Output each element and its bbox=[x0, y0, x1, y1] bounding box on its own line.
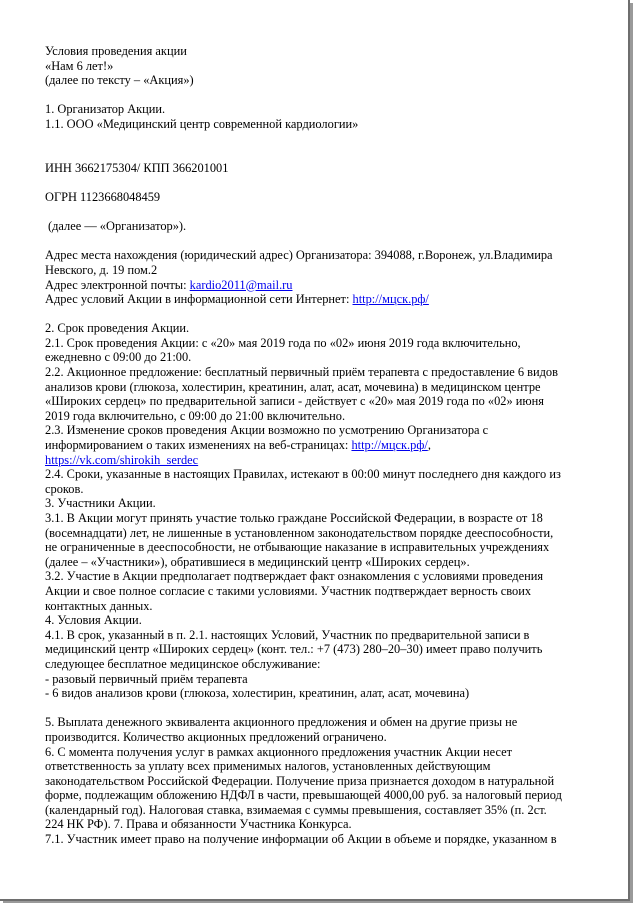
section3-p32c: контактных данных. bbox=[45, 598, 153, 613]
comma: , bbox=[427, 438, 431, 453]
section1-p11: 1.1. ООО «Медицинский центр современной кардиологии» bbox=[45, 116, 359, 131]
service-item-1: - разовый первичный приём терапевта bbox=[45, 671, 248, 686]
section3-p31d: (далее – «Участники»), обратившиеся в медицинский центр «Широких сердец». bbox=[45, 554, 470, 569]
doc-title-line1: Условия проведения акции bbox=[45, 44, 187, 58]
section2-p22b: анализов крови (глюкоза, холестирин, креатинин, алат, асат, мочевина) в медицинском центре bbox=[45, 379, 541, 394]
section5-b: производится. Количество акционных предложений ограничено. bbox=[45, 729, 387, 744]
section3-p32b: Акции и свое полное согласие с такими условиями. Участник подтверждает верность своих bbox=[45, 583, 532, 598]
ogrn: ОГРН 1123668048459 bbox=[45, 189, 161, 204]
site-link[interactable]: http://мцск.рф/ bbox=[351, 438, 428, 453]
section3-p31c: не ограниченные в дееспособности, не отбывающие наказание в исправительных учреждениях bbox=[45, 540, 550, 555]
internet-line bbox=[45, 292, 605, 307]
section6-d: форме, подлежащим обложению НДФЛ в части, превышающей 4000,00 руб. за налоговый период bbox=[45, 788, 562, 803]
section3-p31b: (восемнадцати) лет, не лишенные в установленном законодательством порядке дееспособности, bbox=[45, 525, 554, 540]
section2-p22a: 2.2. Акционное предложение: бесплатный первичный приём терапевта с предоставление 6 видов bbox=[45, 365, 558, 380]
internet-label: Адрес условий Акции в информационной сети Интернет: bbox=[45, 292, 353, 307]
organizer-alias: (далее — «Организатор»). bbox=[48, 219, 187, 234]
vk-link[interactable]: https://vk.com/shirokih_serdec bbox=[45, 452, 199, 467]
document-body bbox=[45, 44, 605, 847]
section4-heading: 4. Условия Акции. bbox=[45, 613, 142, 628]
email-line bbox=[45, 278, 605, 293]
section4-p41b: медицинский центр «Широких сердец» (конт. тел.: +7 (473) 280–20–30) имеет право получить bbox=[45, 642, 543, 657]
email-link[interactable]: kardio2011@mail.ru bbox=[189, 277, 293, 292]
section2-p21a: 2.1. Срок проведения Акции: с «20» мая 2019 года по «02» июня 2019 года включительно, bbox=[45, 335, 521, 350]
section4-p41a: 4.1. В срок, указанный в п. 2.1. настоящих Условий, Участник по предварительной записи в bbox=[45, 627, 530, 642]
section6-f: 224 НК РФ). 7. Права и обязанности Участника Конкурса. bbox=[45, 817, 352, 832]
section2-p24a: 2.4. Сроки, указанные в настоящих Правилах, истекают в 00:00 минут последнего дня каждого из bbox=[45, 467, 561, 482]
section2-vk-line bbox=[45, 453, 605, 468]
legal-address-b: Невского, д. 19 пом.2 bbox=[45, 262, 158, 277]
section2-p23a: 2.3. Изменение сроков проведения Акции возможно по усмотрению Организатора с bbox=[45, 423, 489, 438]
section6-a: 6. С момента получения услуг в рамках акционного предложения участник Акции несет bbox=[45, 744, 513, 759]
doc-title-line3: (далее по тексту – «Акция») bbox=[45, 73, 194, 88]
section6-b: ответственность за уплату всех применимых налогов, установленных действующим bbox=[45, 759, 491, 774]
section5-a: 5. Выплата денежного эквивалента акционного предложения и обмен на другие призы не bbox=[45, 715, 518, 730]
section2-p21b: ежедневно с 09:00 до 21:00. bbox=[45, 350, 192, 365]
section4-p41c: следующее бесплатное медицинское обслуживание: bbox=[45, 656, 321, 671]
inn-kpp: ИНН 3662175304/ КПП 366201001 bbox=[45, 160, 229, 175]
section2-p23b bbox=[45, 438, 605, 453]
email-label: Адрес электронной почты: bbox=[45, 277, 190, 292]
section2-heading: 2. Срок проведения Акции. bbox=[45, 321, 190, 336]
service-item-2: - 6 видов анализов крови (глюкоза, холестирин, креатинин, алат, асат, мочевина) bbox=[45, 686, 470, 701]
section3-p31a: 3.1. В Акции могут принять участие только граждане Российской Федерации, в возрасте от 18 bbox=[45, 511, 543, 525]
legal-address-a: Адрес места нахождения (юридический адрес) Организатора: 394088, г.Воронеж, ул.Владимира bbox=[45, 248, 553, 263]
section6-c: законодательством Российской Федерации. Получение приза признается доходом в натуральной bbox=[45, 773, 555, 788]
section6-e: (календарный год). Налоговая ставка, взимаемая с суммы превышения, составляет 35% (п. 2ст. bbox=[45, 802, 547, 817]
internet-link[interactable]: http://мцск.рф/ bbox=[352, 292, 429, 307]
section2-p23b-text: информированием о таких изменениях на веб-страницах: bbox=[45, 438, 352, 453]
section3-heading: 3. Участники Акции. bbox=[45, 496, 156, 511]
doc-title-line2: «Нам 6 лет!» bbox=[45, 58, 114, 73]
section2-p22d: 2019 года включительно, с 09:00 до 21:00 включительно. bbox=[45, 408, 346, 423]
section2-p22c: «Широких сердец» по предварительной записи - действует с «20» мая 2019 года по «02» июня bbox=[45, 394, 544, 409]
section3-p32a: 3.2. Участие в Акции предполагает подтверждает факт ознакомления с условиями проведения bbox=[45, 569, 544, 584]
section1-heading: 1. Организатор Акции. bbox=[45, 102, 166, 117]
section7-p71: 7.1. Участник имеет право на получение информации об Акции в объеме и порядке, указанном в bbox=[45, 832, 557, 847]
section2-p24b: сроков. bbox=[45, 481, 84, 496]
